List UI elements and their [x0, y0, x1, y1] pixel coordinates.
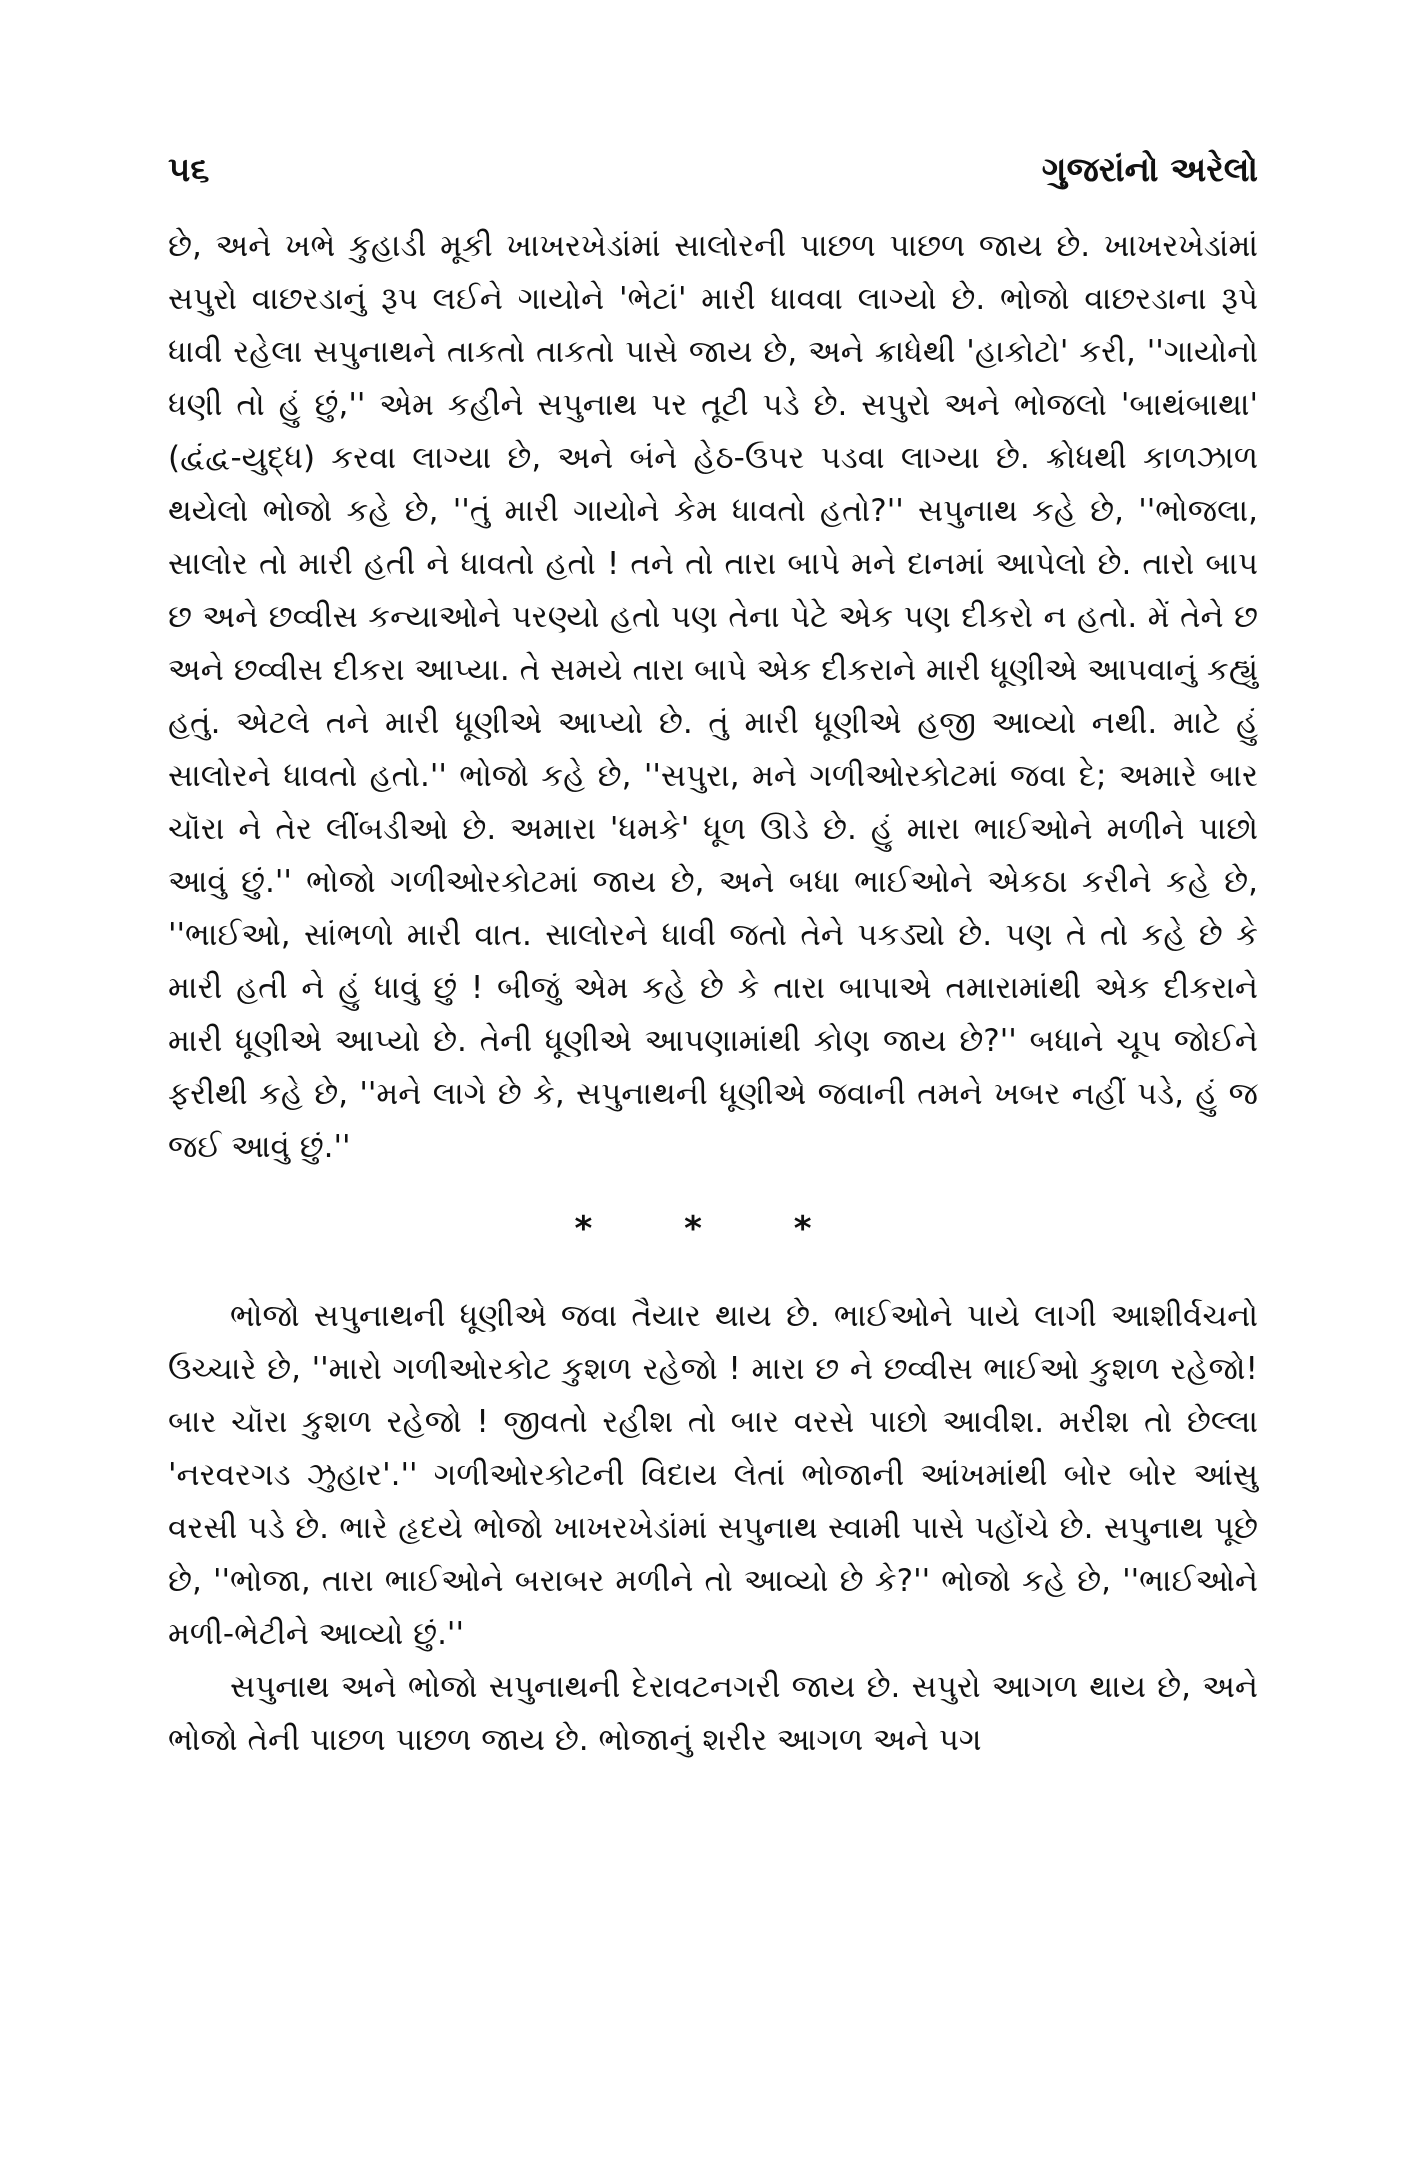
- page-number: ૫૬: [168, 150, 210, 190]
- paragraph-2: ભોજો સપુનાથની ધૂણીએ જવા તૈયાર થાય છે. ભાઈઓને પાયે લાગી આશીર્વચનો ઉચ્ચારે છે, ''મારો ગળીઓરકોટ કુશળ રહેજો ! મારા છ ને છવ્વીસ ભાઈઓ કુશળ રહેજો! બાર ચૉરા કુશળ રહેજો ! જીવતો રહીશ તો બાર વરસે પાછો આવીશ. મરીશ તો છેલ્લા 'નરવરગડ ઝુહાર'.'' ગળીઓરકોટની વિદાય લેતાં ભોજાની આંખમાંથી બોર બોર આંસુ વરસી પડે છે. ભારે હૃદયે ભોજો ખાખરખેડાંમાં સપુનાથ સ્વામી પાસે પહોંચે છે. સપુનાથ પૂછે છે, ''ભોજા, તારા ભાઈઓને બરાબર મળીને તો આવ્યો છે કે?'' ભોજો કહે છે, ''ભાઈઓને મળી-ભેટીને આવ્યો છું.'': [168, 1298, 1258, 1652]
- section-break: * * *: [574, 1209, 852, 1249]
- running-title: ગુજરાંનો અરેલો: [1041, 150, 1258, 190]
- running-head: [168, 150, 1258, 220]
- book-page: [168, 150, 1258, 1767]
- body-text: [168, 220, 1258, 1767]
- paragraph-1: છે, અને ખભે કુહાડી મૂકી ખાખરખેડાંમાં સાલોરની પાછળ પાછળ જાય છે. ખાખરખેડાંમાં સપુરો વાછરડાનું રૂપ લઈને ગાયોને 'ભેટાં' મારી ધાવવા લાગ્યો છે. ભોજો વાછરડાના રૂપે ધાવી રહેલા સપુનાથને તાકતો તાકતો પાસે જાય છે, અને ક્રાધેથી 'હાકોટો' કરી, ''ગાયોનો ધણી તો હું છું,'' એમ કહીને સપુનાથ પર તૂટી પડે છે. સપુરો અને ભોજલો 'બાથંબાથા' (દ્વંદ્વ-યુદ્ધ) કરવા લાગ્યા છે, અને બંને હેઠ-ઉપર પડવા લાગ્યા છે. ક્રોધથી કાળઝાળ થયેલો ભોજો કહે છે, ''તું મારી ગાયોને કેમ ધાવતો હતો?'' સપુનાથ કહે છે, ''ભોજલા, સાલોર તો મારી હતી ને ધાવતો હતો ! તને તો તારા બાપે મને દાનમાં આપેલો છે. તારો બાપ છ અને છવ્વીસ કન્યાઓને પરણ્યો હતો પણ તેના પેટે એક પણ દીકરો ન હતો. મેં તેને છ અને છવ્વીસ દીકરા આપ્યા. તે સમયે તારા બાપે એક દીકરાને મારી ધૂણીએ આપવાનું કહ્યું હતું. એટલે તને મારી ધૂણીએ આપ્યો છે. તું મારી ધૂણીએ હજી આવ્યો નથી. માટે હું સાલોરને ધાવતો હતો.'' ભોજો કહે છે, ''સપુરા, મને ગળીઓરકોટમાં જવા દે; અમારે બાર ચૉરા ને તેર લીંબડીઓ છે. અમારા 'ધમકે' ધૂળ ઊડે છે. હું મારા ભાઈઓને મળીને પાછો આવું છું.'' ભોજો ગળીઓરકોટમાં જાય છે, અને બધા ભાઈઓને એકઠા કરીને કહે છે, ''ભાઈઓ, સાંભળો મારી વાત. સાલોરને ધાવી જતો તેને પકડ્યો છે. પણ તે તો કહે છે કે મારી હતી ને હું ધાવું છું ! બીજું એમ કહે છે કે તારા બાપાએ તમારામાંથી એક દીકરાને મારી ધૂણીએ આપ્યો છે. તેની ધૂણીએ આપણામાંથી કોણ જાય છે?'' બધાને ચૂપ જોઈને ફરીથી કહે છે, ''મને લાગે છે કે, સપુનાથની ધૂણીએ જવાની તમને ખબર નહીં પડે, હું જ જઈ આવું છું.'': [168, 228, 1258, 1165]
- paragraph-3: સપુનાથ અને ભોજો સપુનાથની દેરાવટનગરી જાય છે. સપુરો આગળ થાય છે, અને ભોજો તેની પાછળ પાછળ જાય છે. ભોજાનું શરીર આગળ અને પગ: [168, 1669, 1258, 1758]
